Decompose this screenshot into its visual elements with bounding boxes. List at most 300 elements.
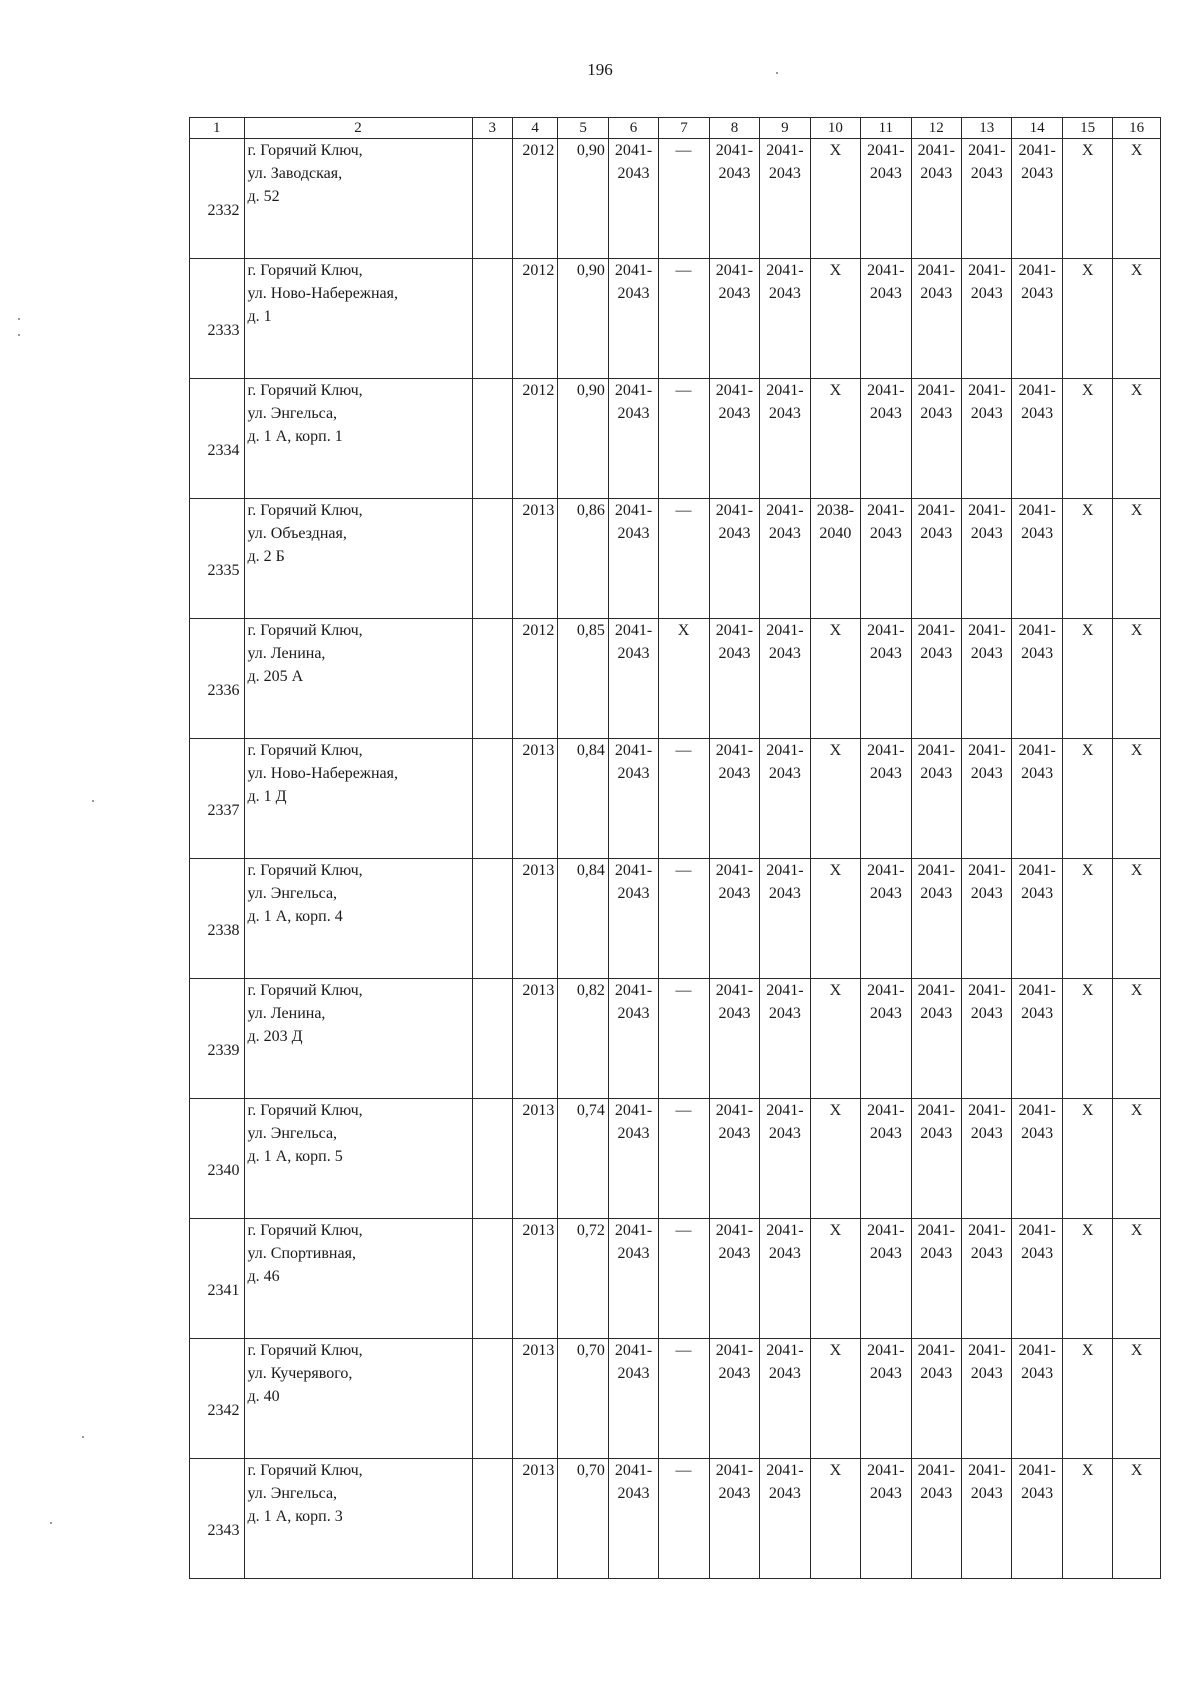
table-row xyxy=(190,499,1161,619)
period-cell-13-line: 2041- xyxy=(968,1342,1006,1359)
register-table xyxy=(189,117,1161,1579)
period-cell-8 xyxy=(709,739,759,859)
period-cell-10-line: X xyxy=(829,742,842,759)
year-cell: 2012 xyxy=(512,139,557,259)
empty-cell xyxy=(472,1339,512,1459)
period-cell-14 xyxy=(1012,1219,1062,1339)
period-cell-8-line: 2043 xyxy=(718,1125,751,1142)
period-cell-8 xyxy=(709,1219,759,1339)
period-cell-8-line: 2041- xyxy=(715,262,754,279)
period-cell-8 xyxy=(709,859,759,979)
period-cell-9-line: 2041- xyxy=(766,502,804,519)
table-row xyxy=(190,619,1161,739)
address-city: г. Горячий Ключ, xyxy=(247,622,363,639)
period-cell-8-line: 2043 xyxy=(718,885,751,902)
period-cell-11 xyxy=(861,379,911,499)
address-cell xyxy=(244,1459,472,1579)
empty-cell xyxy=(472,139,512,259)
empty-cell xyxy=(472,1099,512,1219)
period-cell-12-line: 2043 xyxy=(920,165,953,182)
period-cell-9 xyxy=(760,1459,810,1579)
period-cell-10 xyxy=(810,499,860,619)
period-cell-11 xyxy=(861,859,911,979)
period-cell-12-line: 2041- xyxy=(917,382,955,399)
period-cell-12-line: 2041- xyxy=(917,1222,955,1239)
period-cell-6 xyxy=(608,1339,658,1459)
address-house: д. 1 А, корп. 4 xyxy=(247,908,343,925)
row-number-cell xyxy=(190,1099,245,1219)
row-number: 2337 xyxy=(207,801,240,819)
period-cell-11-line: 2043 xyxy=(869,285,902,302)
period-cell-8-line: 2041- xyxy=(715,382,754,399)
period-cell-12-line: 2041- xyxy=(917,982,955,999)
value-cell-15: X xyxy=(1062,499,1112,619)
value-cell-16: X xyxy=(1113,259,1161,379)
address-house: д. 1 А, корп. 1 xyxy=(247,428,343,445)
period-cell-9 xyxy=(760,259,810,379)
period-cell-12-line: 2043 xyxy=(920,1485,953,1502)
period-cell-12 xyxy=(911,859,961,979)
address-city: г. Горячий Ключ, xyxy=(247,1342,363,1359)
year-cell: 2012 xyxy=(512,619,557,739)
period-cell-13-line: 2041- xyxy=(968,1462,1006,1479)
period-cell-14 xyxy=(1012,739,1062,859)
address-house: д. 203 Д xyxy=(247,1028,303,1045)
period-cell-11-line: 2041- xyxy=(867,742,905,759)
row-number-cell xyxy=(190,499,245,619)
column-header: 4 xyxy=(512,118,557,139)
row-number-cell xyxy=(190,1339,245,1459)
period-cell-13-line: 2043 xyxy=(970,765,1003,782)
period-cell-11-line: 2041- xyxy=(867,502,905,519)
period-cell-12-line: 2041- xyxy=(917,862,955,879)
period-cell-10 xyxy=(810,979,860,1099)
value-cell-15: X xyxy=(1062,1219,1112,1339)
period-cell-13 xyxy=(962,1339,1012,1459)
period-cell-11-line: 2041- xyxy=(867,1462,905,1479)
address-cell xyxy=(244,979,472,1099)
period-cell-9 xyxy=(760,1099,810,1219)
value-cell-7: — xyxy=(659,259,709,379)
table-row xyxy=(190,139,1161,259)
period-cell-13-line: 2041- xyxy=(968,622,1006,639)
period-cell-9-line: 2041- xyxy=(766,1342,804,1359)
empty-cell xyxy=(472,379,512,499)
wear-cell: 0,90 xyxy=(558,139,608,259)
period-cell-9-line: 2041- xyxy=(766,742,804,759)
period-cell-9-line: 2043 xyxy=(768,1005,801,1022)
period-cell-12-line: 2043 xyxy=(920,1125,953,1142)
period-cell-12-line: 2043 xyxy=(920,1365,953,1382)
period-cell-9-line: 2041- xyxy=(766,982,804,999)
period-cell-10-line: X xyxy=(829,622,842,639)
value-cell-7: — xyxy=(659,1099,709,1219)
period-cell-10-line: X xyxy=(829,1342,842,1359)
table-row xyxy=(190,1339,1161,1459)
year-cell: 2013 xyxy=(512,739,557,859)
value-cell-15: X xyxy=(1062,259,1112,379)
row-number-cell xyxy=(190,859,245,979)
period-cell-10 xyxy=(810,1219,860,1339)
value-cell-7: X xyxy=(659,619,709,739)
period-cell-11-line: 2041- xyxy=(867,622,905,639)
period-cell-8-line: 2041- xyxy=(715,622,754,639)
address-street: ул. Заводская, xyxy=(247,165,343,182)
row-number-cell xyxy=(190,1219,245,1339)
address-street: ул. Кучерявого, xyxy=(247,1365,353,1382)
year-cell: 2012 xyxy=(512,259,557,379)
period-cell-12-line: 2041- xyxy=(917,1342,955,1359)
period-cell-10 xyxy=(810,1099,860,1219)
value-cell-7: — xyxy=(659,1339,709,1459)
table-row xyxy=(190,1099,1161,1219)
period-cell-8-line: 2041- xyxy=(715,1102,754,1119)
period-cell-8-line: 2043 xyxy=(718,1245,751,1262)
period-cell-10 xyxy=(810,379,860,499)
wear-cell: 0,86 xyxy=(558,499,608,619)
empty-cell xyxy=(472,979,512,1099)
period-cell-9 xyxy=(760,859,810,979)
value-cell-7: — xyxy=(659,979,709,1099)
period-cell-6 xyxy=(608,379,658,499)
address-city: г. Горячий Ключ, xyxy=(247,502,363,519)
table-row xyxy=(190,859,1161,979)
period-cell-14-line: 2041- xyxy=(1018,382,1056,399)
row-number: 2341 xyxy=(207,1281,240,1299)
period-cell-9-line: 2043 xyxy=(768,1365,801,1382)
period-cell-13-line: 2041- xyxy=(968,982,1006,999)
period-cell-13 xyxy=(962,859,1012,979)
period-cell-13-line: 2043 xyxy=(970,165,1003,182)
table-row xyxy=(190,979,1161,1099)
period-cell-13 xyxy=(962,1099,1012,1219)
period-cell-11 xyxy=(861,1219,911,1339)
period-cell-10 xyxy=(810,739,860,859)
period-cell-13 xyxy=(962,1219,1012,1339)
period-cell-10-line: 2040 xyxy=(819,525,852,542)
period-cell-11-line: 2043 xyxy=(869,525,902,542)
period-cell-13 xyxy=(962,619,1012,739)
period-cell-13-line: 2043 xyxy=(970,1365,1003,1382)
period-cell-8 xyxy=(709,1099,759,1219)
value-cell-16: X xyxy=(1113,739,1161,859)
period-cell-6-line: 2041- xyxy=(614,502,653,519)
period-cell-13-line: 2041- xyxy=(968,382,1006,399)
period-cell-8-line: 2041- xyxy=(715,1222,754,1239)
period-cell-11-line: 2043 xyxy=(869,405,902,422)
period-cell-11 xyxy=(861,619,911,739)
empty-cell xyxy=(472,1219,512,1339)
period-cell-10 xyxy=(810,859,860,979)
period-cell-11-line: 2043 xyxy=(869,1365,902,1382)
period-cell-8-line: 2041- xyxy=(715,742,754,759)
period-cell-9-line: 2043 xyxy=(768,645,801,662)
period-cell-8-line: 2041- xyxy=(715,862,754,879)
period-cell-13-line: 2043 xyxy=(970,285,1003,302)
value-cell-15: X xyxy=(1062,1459,1112,1579)
period-cell-8-line: 2041- xyxy=(715,982,754,999)
empty-cell xyxy=(472,859,512,979)
period-cell-11-line: 2043 xyxy=(869,1485,902,1502)
period-cell-9-line: 2043 xyxy=(768,165,801,182)
period-cell-6-line: 2041- xyxy=(614,982,653,999)
year-cell: 2013 xyxy=(512,859,557,979)
period-cell-6-line: 2041- xyxy=(614,742,653,759)
period-cell-6-line: 2043 xyxy=(617,1485,650,1502)
wear-cell: 0,72 xyxy=(558,1219,608,1339)
scan-speck xyxy=(18,318,20,320)
address-street: ул. Ново-Набережная, xyxy=(247,285,398,302)
year-cell: 2013 xyxy=(512,979,557,1099)
value-cell-7: — xyxy=(659,379,709,499)
address-cell xyxy=(244,139,472,259)
period-cell-12-line: 2043 xyxy=(920,1005,953,1022)
period-cell-6-line: 2043 xyxy=(617,525,650,542)
period-cell-14-line: 2043 xyxy=(1021,525,1054,542)
period-cell-6-line: 2041- xyxy=(614,862,653,879)
period-cell-9-line: 2041- xyxy=(766,1462,804,1479)
address-street: ул. Ленина, xyxy=(247,1005,326,1022)
period-cell-12 xyxy=(911,739,961,859)
period-cell-11 xyxy=(861,739,911,859)
period-cell-8-line: 2043 xyxy=(718,405,751,422)
value-cell-15: X xyxy=(1062,1099,1112,1219)
period-cell-8-line: 2043 xyxy=(718,525,751,542)
period-cell-11-line: 2041- xyxy=(867,382,905,399)
period-cell-12-line: 2041- xyxy=(917,622,955,639)
row-number: 2338 xyxy=(207,921,240,939)
period-cell-9 xyxy=(760,139,810,259)
header-row xyxy=(190,118,1161,139)
period-cell-8-line: 2043 xyxy=(718,1485,751,1502)
address-cell xyxy=(244,499,472,619)
period-cell-13-line: 2041- xyxy=(968,262,1006,279)
period-cell-12-line: 2041- xyxy=(917,262,955,279)
year-cell: 2013 xyxy=(512,1099,557,1219)
period-cell-12-line: 2041- xyxy=(917,142,955,159)
empty-cell xyxy=(472,499,512,619)
value-cell-16: X xyxy=(1113,379,1161,499)
period-cell-14-line: 2041- xyxy=(1018,262,1056,279)
address-city: г. Горячий Ключ, xyxy=(247,1462,363,1479)
period-cell-14-line: 2043 xyxy=(1021,645,1054,662)
period-cell-6 xyxy=(608,1219,658,1339)
row-number: 2335 xyxy=(207,561,240,579)
period-cell-11-line: 2043 xyxy=(869,1005,902,1022)
period-cell-10-line: X xyxy=(829,862,842,879)
column-header: 3 xyxy=(472,118,512,139)
period-cell-14-line: 2041- xyxy=(1018,742,1056,759)
period-cell-9-line: 2043 xyxy=(768,405,801,422)
address-street: ул. Ленина, xyxy=(247,645,326,662)
period-cell-12-line: 2043 xyxy=(920,1245,953,1262)
address-street: ул. Энгельса, xyxy=(247,885,338,902)
value-cell-7: — xyxy=(659,1219,709,1339)
empty-cell xyxy=(472,259,512,379)
address-cell xyxy=(244,739,472,859)
period-cell-12-line: 2043 xyxy=(920,765,953,782)
period-cell-13-line: 2043 xyxy=(970,1125,1003,1142)
row-number-cell xyxy=(190,619,245,739)
address-street: ул. Объездная, xyxy=(247,525,347,542)
period-cell-13-line: 2041- xyxy=(968,742,1006,759)
address-street: ул. Спортивная, xyxy=(247,1245,356,1262)
period-cell-12 xyxy=(911,1219,961,1339)
period-cell-13-line: 2041- xyxy=(968,502,1006,519)
table-row xyxy=(190,1459,1161,1579)
value-cell-16: X xyxy=(1113,859,1161,979)
period-cell-6-line: 2041- xyxy=(614,1102,653,1119)
address-city: г. Горячий Ключ, xyxy=(247,862,363,879)
value-cell-15: X xyxy=(1062,1339,1112,1459)
value-cell-16: X xyxy=(1113,1099,1161,1219)
period-cell-8-line: 2041- xyxy=(715,1462,754,1479)
period-cell-13-line: 2041- xyxy=(968,1222,1006,1239)
wear-cell: 0,90 xyxy=(558,379,608,499)
period-cell-9-line: 2043 xyxy=(768,885,801,902)
period-cell-12-line: 2043 xyxy=(920,405,953,422)
period-cell-14-line: 2043 xyxy=(1021,1365,1054,1382)
period-cell-12-line: 2043 xyxy=(920,645,953,662)
period-cell-9-line: 2041- xyxy=(766,262,804,279)
address-city: г. Горячий Ключ, xyxy=(247,382,363,399)
period-cell-11-line: 2041- xyxy=(867,1342,905,1359)
period-cell-9-line: 2043 xyxy=(768,525,801,542)
wear-cell: 0,70 xyxy=(558,1459,608,1579)
address-house: д. 40 xyxy=(247,1388,280,1405)
address-city: г. Горячий Ключ, xyxy=(247,1222,363,1239)
period-cell-6-line: 2041- xyxy=(614,1462,653,1479)
period-cell-11 xyxy=(861,1099,911,1219)
period-cell-12 xyxy=(911,1099,961,1219)
period-cell-13-line: 2043 xyxy=(970,525,1003,542)
address-street: ул. Энгельса, xyxy=(247,1485,338,1502)
year-cell: 2013 xyxy=(512,1459,557,1579)
period-cell-9-line: 2043 xyxy=(768,765,801,782)
period-cell-6 xyxy=(608,259,658,379)
column-header: 9 xyxy=(760,118,810,139)
period-cell-9 xyxy=(760,1219,810,1339)
value-cell-16: X xyxy=(1113,499,1161,619)
period-cell-14-line: 2041- xyxy=(1018,982,1056,999)
row-number-cell xyxy=(190,379,245,499)
period-cell-11-line: 2043 xyxy=(869,765,902,782)
period-cell-10-line: 2038- xyxy=(816,502,855,519)
wear-cell: 0,82 xyxy=(558,979,608,1099)
period-cell-13-line: 2043 xyxy=(970,885,1003,902)
year-cell: 2013 xyxy=(512,1219,557,1339)
value-cell-16: X xyxy=(1113,979,1161,1099)
period-cell-14-line: 2041- xyxy=(1018,622,1056,639)
address-house: д. 205 А xyxy=(247,668,304,685)
period-cell-9-line: 2041- xyxy=(766,862,804,879)
address-city: г. Горячий Ключ, xyxy=(247,982,363,999)
column-header: 6 xyxy=(608,118,658,139)
period-cell-13 xyxy=(962,1459,1012,1579)
period-cell-11-line: 2041- xyxy=(867,262,905,279)
period-cell-13-line: 2043 xyxy=(970,1245,1003,1262)
period-cell-6 xyxy=(608,1099,658,1219)
period-cell-12 xyxy=(911,979,961,1099)
column-header: 2 xyxy=(244,118,472,139)
row-number-cell xyxy=(190,739,245,859)
period-cell-10-line: X xyxy=(829,1102,842,1119)
column-header: 8 xyxy=(709,118,759,139)
period-cell-6 xyxy=(608,979,658,1099)
period-cell-14-line: 2041- xyxy=(1018,1342,1056,1359)
period-cell-14 xyxy=(1012,139,1062,259)
period-cell-10-line: X xyxy=(829,382,842,399)
period-cell-8 xyxy=(709,1459,759,1579)
period-cell-8-line: 2041- xyxy=(715,142,754,159)
period-cell-8-line: 2043 xyxy=(718,165,751,182)
table-row xyxy=(190,1219,1161,1339)
period-cell-8 xyxy=(709,619,759,739)
wear-cell: 0,84 xyxy=(558,859,608,979)
period-cell-8-line: 2043 xyxy=(718,645,751,662)
period-cell-9-line: 2043 xyxy=(768,285,801,302)
period-cell-13 xyxy=(962,259,1012,379)
period-cell-11-line: 2043 xyxy=(869,885,902,902)
period-cell-6 xyxy=(608,1459,658,1579)
period-cell-13 xyxy=(962,379,1012,499)
period-cell-14-line: 2041- xyxy=(1018,1102,1056,1119)
period-cell-6-line: 2041- xyxy=(614,382,653,399)
scan-speck xyxy=(92,800,94,802)
address-city: г. Горячий Ключ, xyxy=(247,142,363,159)
period-cell-11-line: 2041- xyxy=(867,862,905,879)
row-number-cell xyxy=(190,979,245,1099)
period-cell-10-line: X xyxy=(829,142,842,159)
period-cell-12-line: 2043 xyxy=(920,885,953,902)
period-cell-12-line: 2041- xyxy=(917,502,955,519)
value-cell-16: X xyxy=(1113,619,1161,739)
period-cell-12 xyxy=(911,259,961,379)
column-header: 10 xyxy=(810,118,860,139)
period-cell-8-line: 2043 xyxy=(718,1365,751,1382)
period-cell-10-line: X xyxy=(829,982,842,999)
period-cell-11-line: 2041- xyxy=(867,1222,905,1239)
period-cell-12 xyxy=(911,379,961,499)
period-cell-6-line: 2043 xyxy=(617,1245,650,1262)
period-cell-6 xyxy=(608,499,658,619)
period-cell-13-line: 2041- xyxy=(968,1102,1006,1119)
value-cell-15: X xyxy=(1062,859,1112,979)
period-cell-9 xyxy=(760,379,810,499)
period-cell-6 xyxy=(608,619,658,739)
address-street: ул. Энгельса, xyxy=(247,405,338,422)
address-cell xyxy=(244,379,472,499)
column-header: 1 xyxy=(190,118,245,139)
period-cell-9 xyxy=(760,1339,810,1459)
period-cell-11-line: 2043 xyxy=(869,165,902,182)
value-cell-15: X xyxy=(1062,979,1112,1099)
period-cell-10 xyxy=(810,259,860,379)
period-cell-6-line: 2041- xyxy=(614,142,653,159)
period-cell-11-line: 2041- xyxy=(867,142,905,159)
table-row xyxy=(190,739,1161,859)
period-cell-6-line: 2043 xyxy=(617,885,650,902)
value-cell-16: X xyxy=(1113,139,1161,259)
wear-cell: 0,84 xyxy=(558,739,608,859)
period-cell-8 xyxy=(709,259,759,379)
period-cell-14-line: 2041- xyxy=(1018,1222,1056,1239)
period-cell-13 xyxy=(962,739,1012,859)
period-cell-9 xyxy=(760,739,810,859)
period-cell-14-line: 2041- xyxy=(1018,142,1056,159)
period-cell-13 xyxy=(962,499,1012,619)
wear-cell: 0,85 xyxy=(558,619,608,739)
